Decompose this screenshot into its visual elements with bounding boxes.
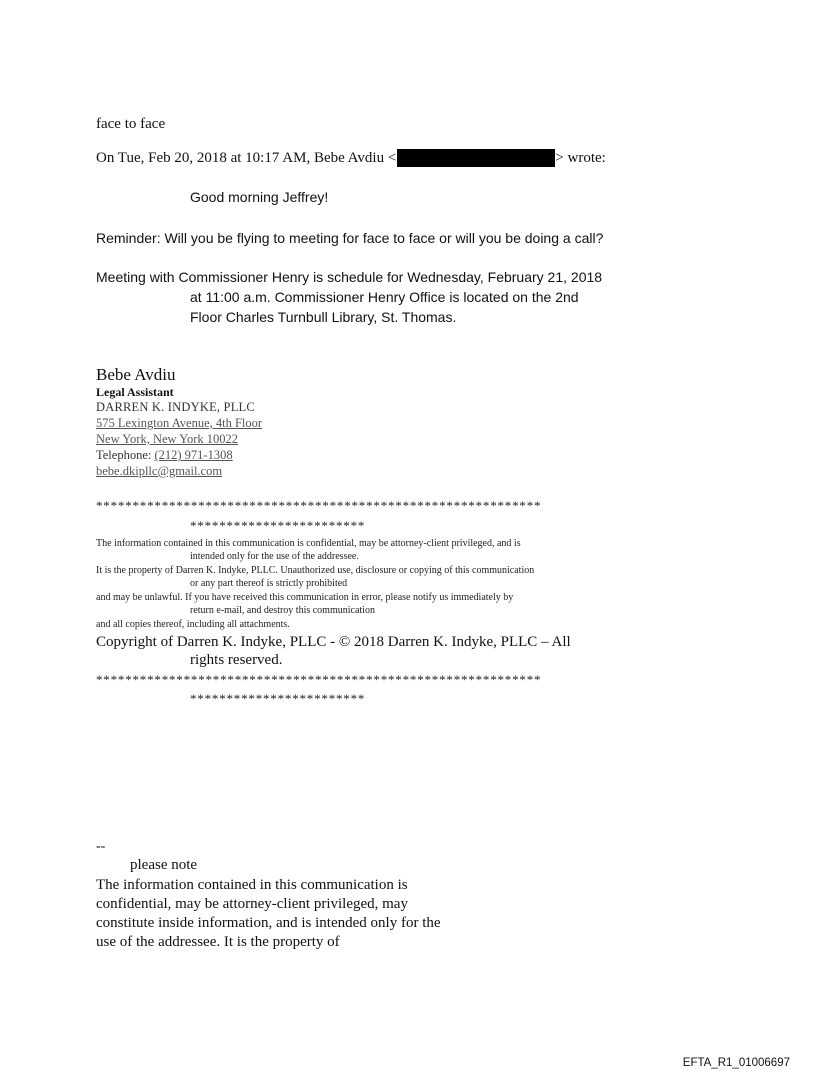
disclaimer-line: or any part thereof is strictly prohibited xyxy=(190,578,348,589)
redaction-bar xyxy=(397,149,555,167)
disclaimer-line: It is the property of Darren K. Indyke, PLLC. Unauthorized use, disclosure or copying of this communication xyxy=(96,565,535,576)
disclaimer-line: return e-mail, and destroy this communication xyxy=(190,605,375,616)
email-top-line: face to face xyxy=(96,116,166,132)
telephone-label: Telephone: xyxy=(96,448,152,462)
greeting: Good morning Jeffrey! xyxy=(190,189,329,205)
meeting-details xyxy=(96,267,602,327)
disclaimer-line: and may be unlawful. If you have received this communication in error, please notify us immediately by xyxy=(96,592,514,603)
meeting-line: Floor Charles Turnbull Library, St. Thomas. xyxy=(190,309,457,325)
reminder-text: Reminder: Will you be flying to meeting for face to face or will you be doing a call? xyxy=(96,230,604,246)
separator-stars: ************************ xyxy=(190,691,366,706)
disclaimer-line: intended only for the use of the addressee. xyxy=(190,551,359,562)
quoted-header-suffix: > wrote: xyxy=(555,149,606,166)
signature-title: Legal Assistant xyxy=(96,385,174,399)
quoted-header-prefix: On Tue, Feb 20, 2018 at 10:17 AM, Bebe Avdiu < xyxy=(96,149,397,166)
separator-stars: ************************************************************* xyxy=(96,672,542,687)
quoted-header xyxy=(96,149,606,167)
signature-firm: DARREN K. INDYKE, PLLC xyxy=(96,400,255,414)
copyright-line: rights reserved. xyxy=(190,652,283,668)
signature-telephone xyxy=(96,449,233,462)
meeting-line: at 11:00 a.m. Commissioner Henry Office is located on the 2nd xyxy=(190,289,579,305)
please-note-label: please note xyxy=(130,857,198,873)
please-note-body: The information contained in this communication is confidential, may be attorney-client privileged, may constitute inside information, and is intended only for the use of the addressee. It is the property of xyxy=(96,877,441,950)
signature-city-link[interactable]: New York, New York 10022 xyxy=(96,432,239,446)
telephone-link[interactable]: (212) 971-1308 xyxy=(154,448,233,462)
signature-name: Bebe Avdiu xyxy=(96,365,176,384)
signature-address-link[interactable]: 575 Lexington Avenue, 4th Floor xyxy=(96,416,263,430)
disclaimer-line: The information contained in this communication is confidential, may be attorney-client privileged, and is xyxy=(96,538,521,549)
signature-email-link[interactable]: bebe.dkipllc@gmail.com xyxy=(96,464,223,478)
disclaimer-line: and all copies thereof, including all attachments. xyxy=(96,619,290,630)
separator-stars: ************************************************************* xyxy=(96,498,542,513)
separator-stars: ************************ xyxy=(190,518,366,533)
meeting-line: Meeting with Commissioner Henry is schedule for Wednesday, February 21, 2018 xyxy=(96,269,603,285)
copyright-line: Copyright of Darren K. Indyke, PLLC - © 2018 Darren K. Indyke, PLLC – All xyxy=(96,634,571,650)
signature-dashes: -- xyxy=(96,839,106,854)
document-id: EFTA_R1_01006697 xyxy=(682,1057,790,1069)
